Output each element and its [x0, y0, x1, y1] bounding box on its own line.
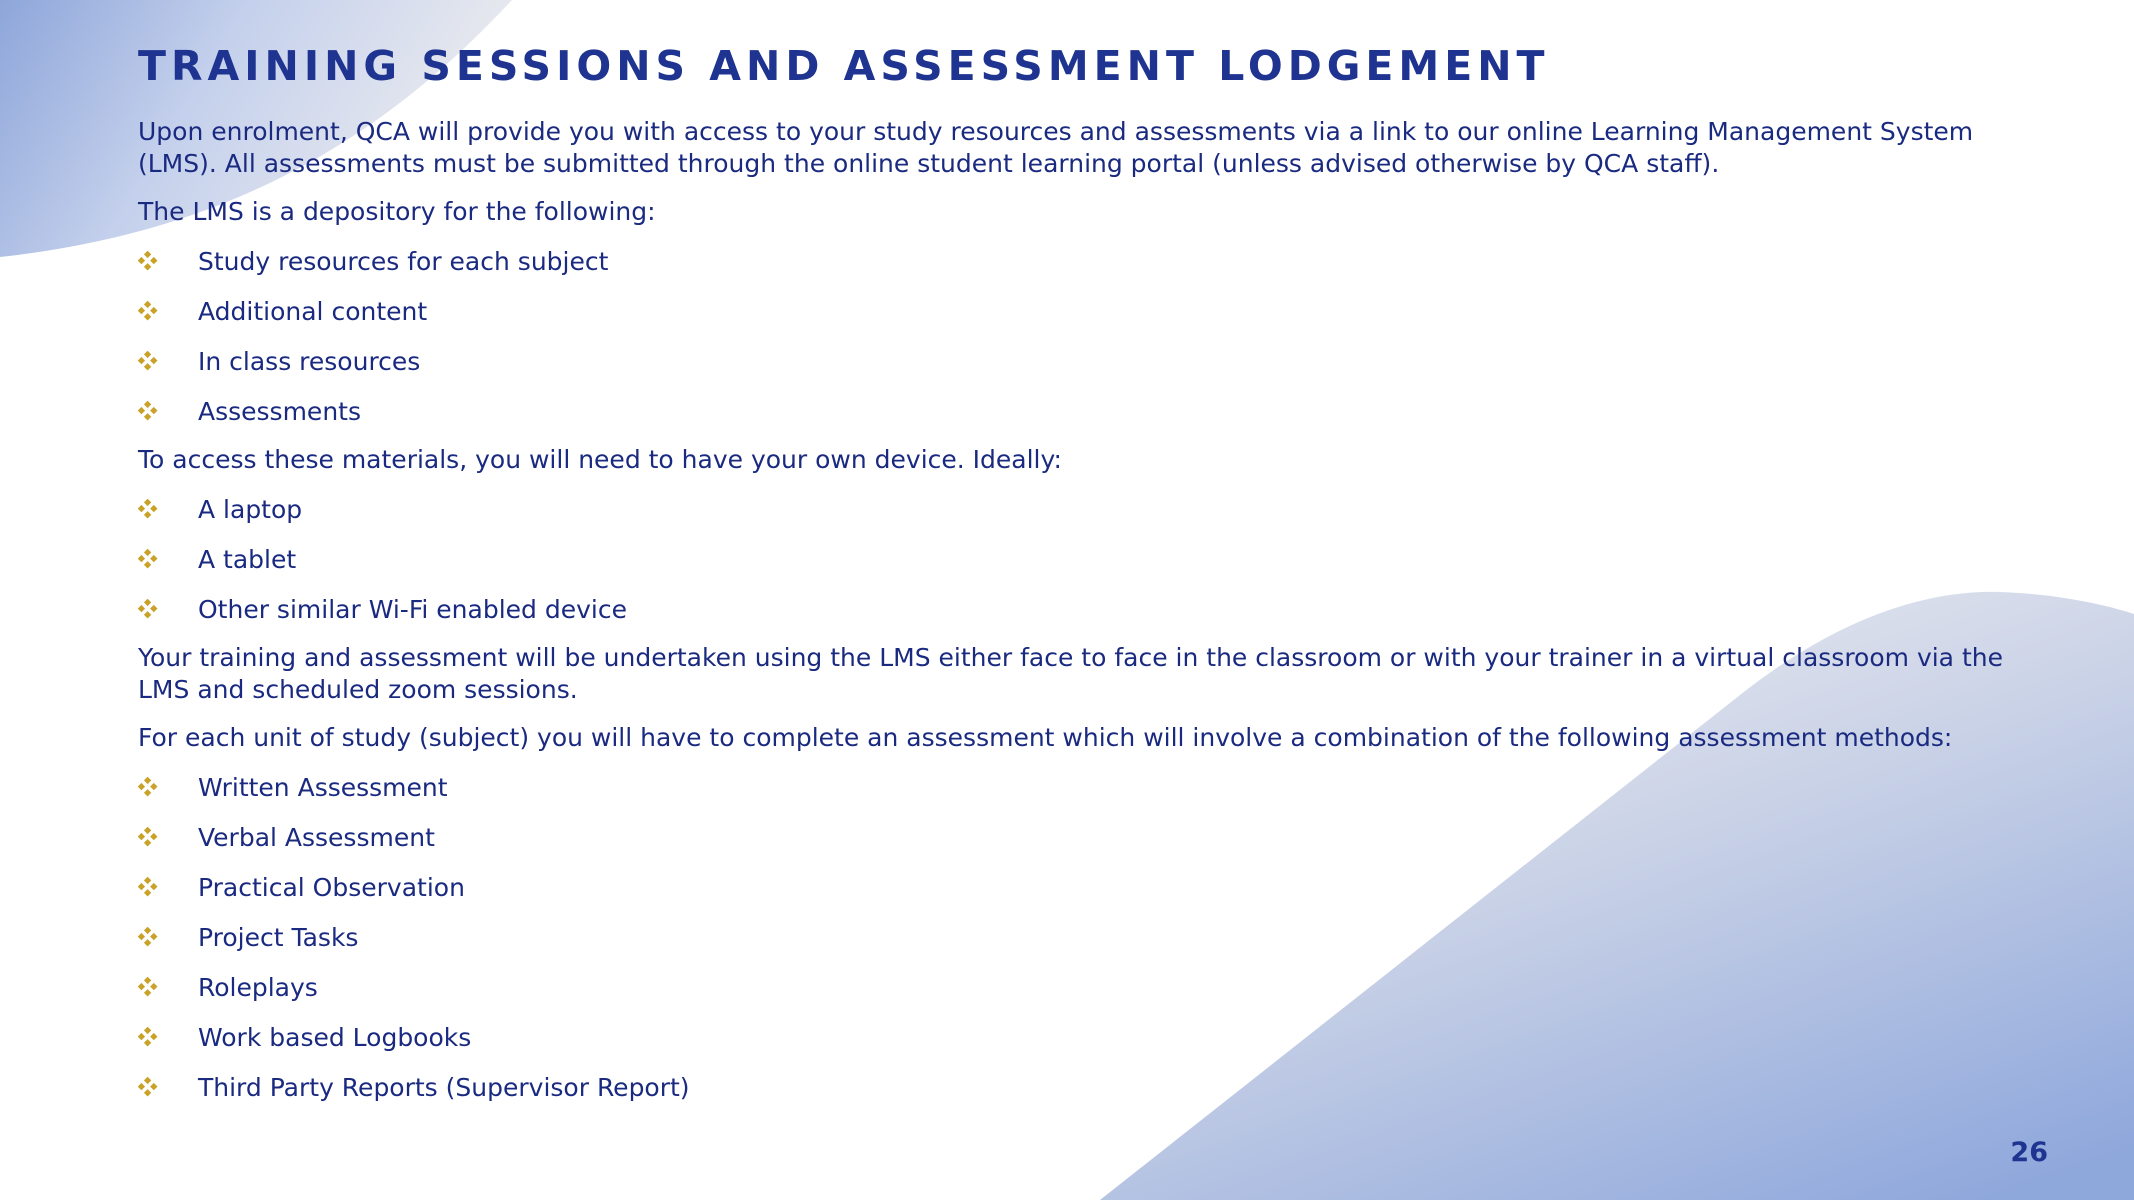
list-item-text: Roleplays — [198, 972, 318, 1002]
list-item-text: Additional content — [198, 296, 428, 326]
list-item — [138, 294, 2018, 328]
four-petal-diamond-icon — [138, 499, 198, 519]
lms-lead-paragraph: The LMS is a depository for the following: — [138, 197, 656, 226]
list-item — [138, 820, 2018, 854]
list-item — [138, 1070, 2018, 1104]
page-title: TRAINING SESSIONS AND ASSESSMENT LODGEMENT — [138, 42, 1550, 90]
list-item — [138, 970, 2018, 1004]
device-lead-paragraph: To access these materials, you will need to have your own device. Ideally: — [138, 445, 1062, 474]
slide-content — [138, 40, 2018, 1120]
list-item — [138, 344, 2018, 378]
list-item — [138, 394, 2018, 428]
list-item-text: Practical Observation — [198, 872, 465, 902]
four-petal-diamond-icon — [138, 827, 198, 847]
training-paragraph: Your training and assessment will be undertaken using the LMS either face to face in the classroom or with your trainer in a virtual classroom via the LMS and scheduled zoom sessions. — [138, 643, 2003, 704]
assessment-methods-list — [138, 770, 2018, 1104]
methods-lead-paragraph: For each unit of study (subject) you will have to complete an assessment which will involve a combination of the following assessment methods: — [138, 723, 1953, 752]
intro-paragraph: Upon enrolment, QCA will provide you with access to your study resources and assessments via a link to our online Learning Management System (LMS). All assessments must be submitted through the online student learning portal (unless advised otherwise by QCA staff). — [138, 117, 1974, 178]
list-item-text: A tablet — [198, 544, 297, 574]
list-item-text: Third Party Reports (Supervisor Report) — [198, 1072, 690, 1102]
four-petal-diamond-icon — [138, 401, 198, 421]
four-petal-diamond-icon — [138, 301, 198, 321]
list-item — [138, 1020, 2018, 1054]
list-item-text: Written Assessment — [198, 772, 448, 802]
list-item-text: Verbal Assessment — [198, 822, 435, 852]
list-item — [138, 542, 2018, 576]
four-petal-diamond-icon — [138, 1027, 198, 1047]
four-petal-diamond-icon — [138, 777, 198, 797]
list-item — [138, 920, 2018, 954]
four-petal-diamond-icon — [138, 877, 198, 897]
page-number: 26 — [2010, 1137, 2048, 1168]
list-item — [138, 770, 2018, 804]
lms-items-list — [138, 244, 2018, 428]
list-item — [138, 870, 2018, 904]
four-petal-diamond-icon — [138, 251, 198, 271]
four-petal-diamond-icon — [138, 977, 198, 997]
list-item-text: In class resources — [198, 346, 421, 376]
list-item-text: Study resources for each subject — [198, 246, 609, 276]
four-petal-diamond-icon — [138, 1077, 198, 1097]
list-item — [138, 492, 2018, 526]
list-item — [138, 592, 2018, 626]
four-petal-diamond-icon — [138, 927, 198, 947]
four-petal-diamond-icon — [138, 351, 198, 371]
device-items-list — [138, 492, 2018, 626]
list-item — [138, 244, 2018, 278]
four-petal-diamond-icon — [138, 599, 198, 619]
four-petal-diamond-icon — [138, 549, 198, 569]
list-item-text: Work based Logbooks — [198, 1022, 472, 1052]
list-item-text: Assessments — [198, 396, 361, 426]
list-item-text: Other similar Wi-Fi enabled device — [198, 594, 627, 624]
list-item-text: A laptop — [198, 494, 303, 524]
list-item-text: Project Tasks — [198, 922, 359, 952]
